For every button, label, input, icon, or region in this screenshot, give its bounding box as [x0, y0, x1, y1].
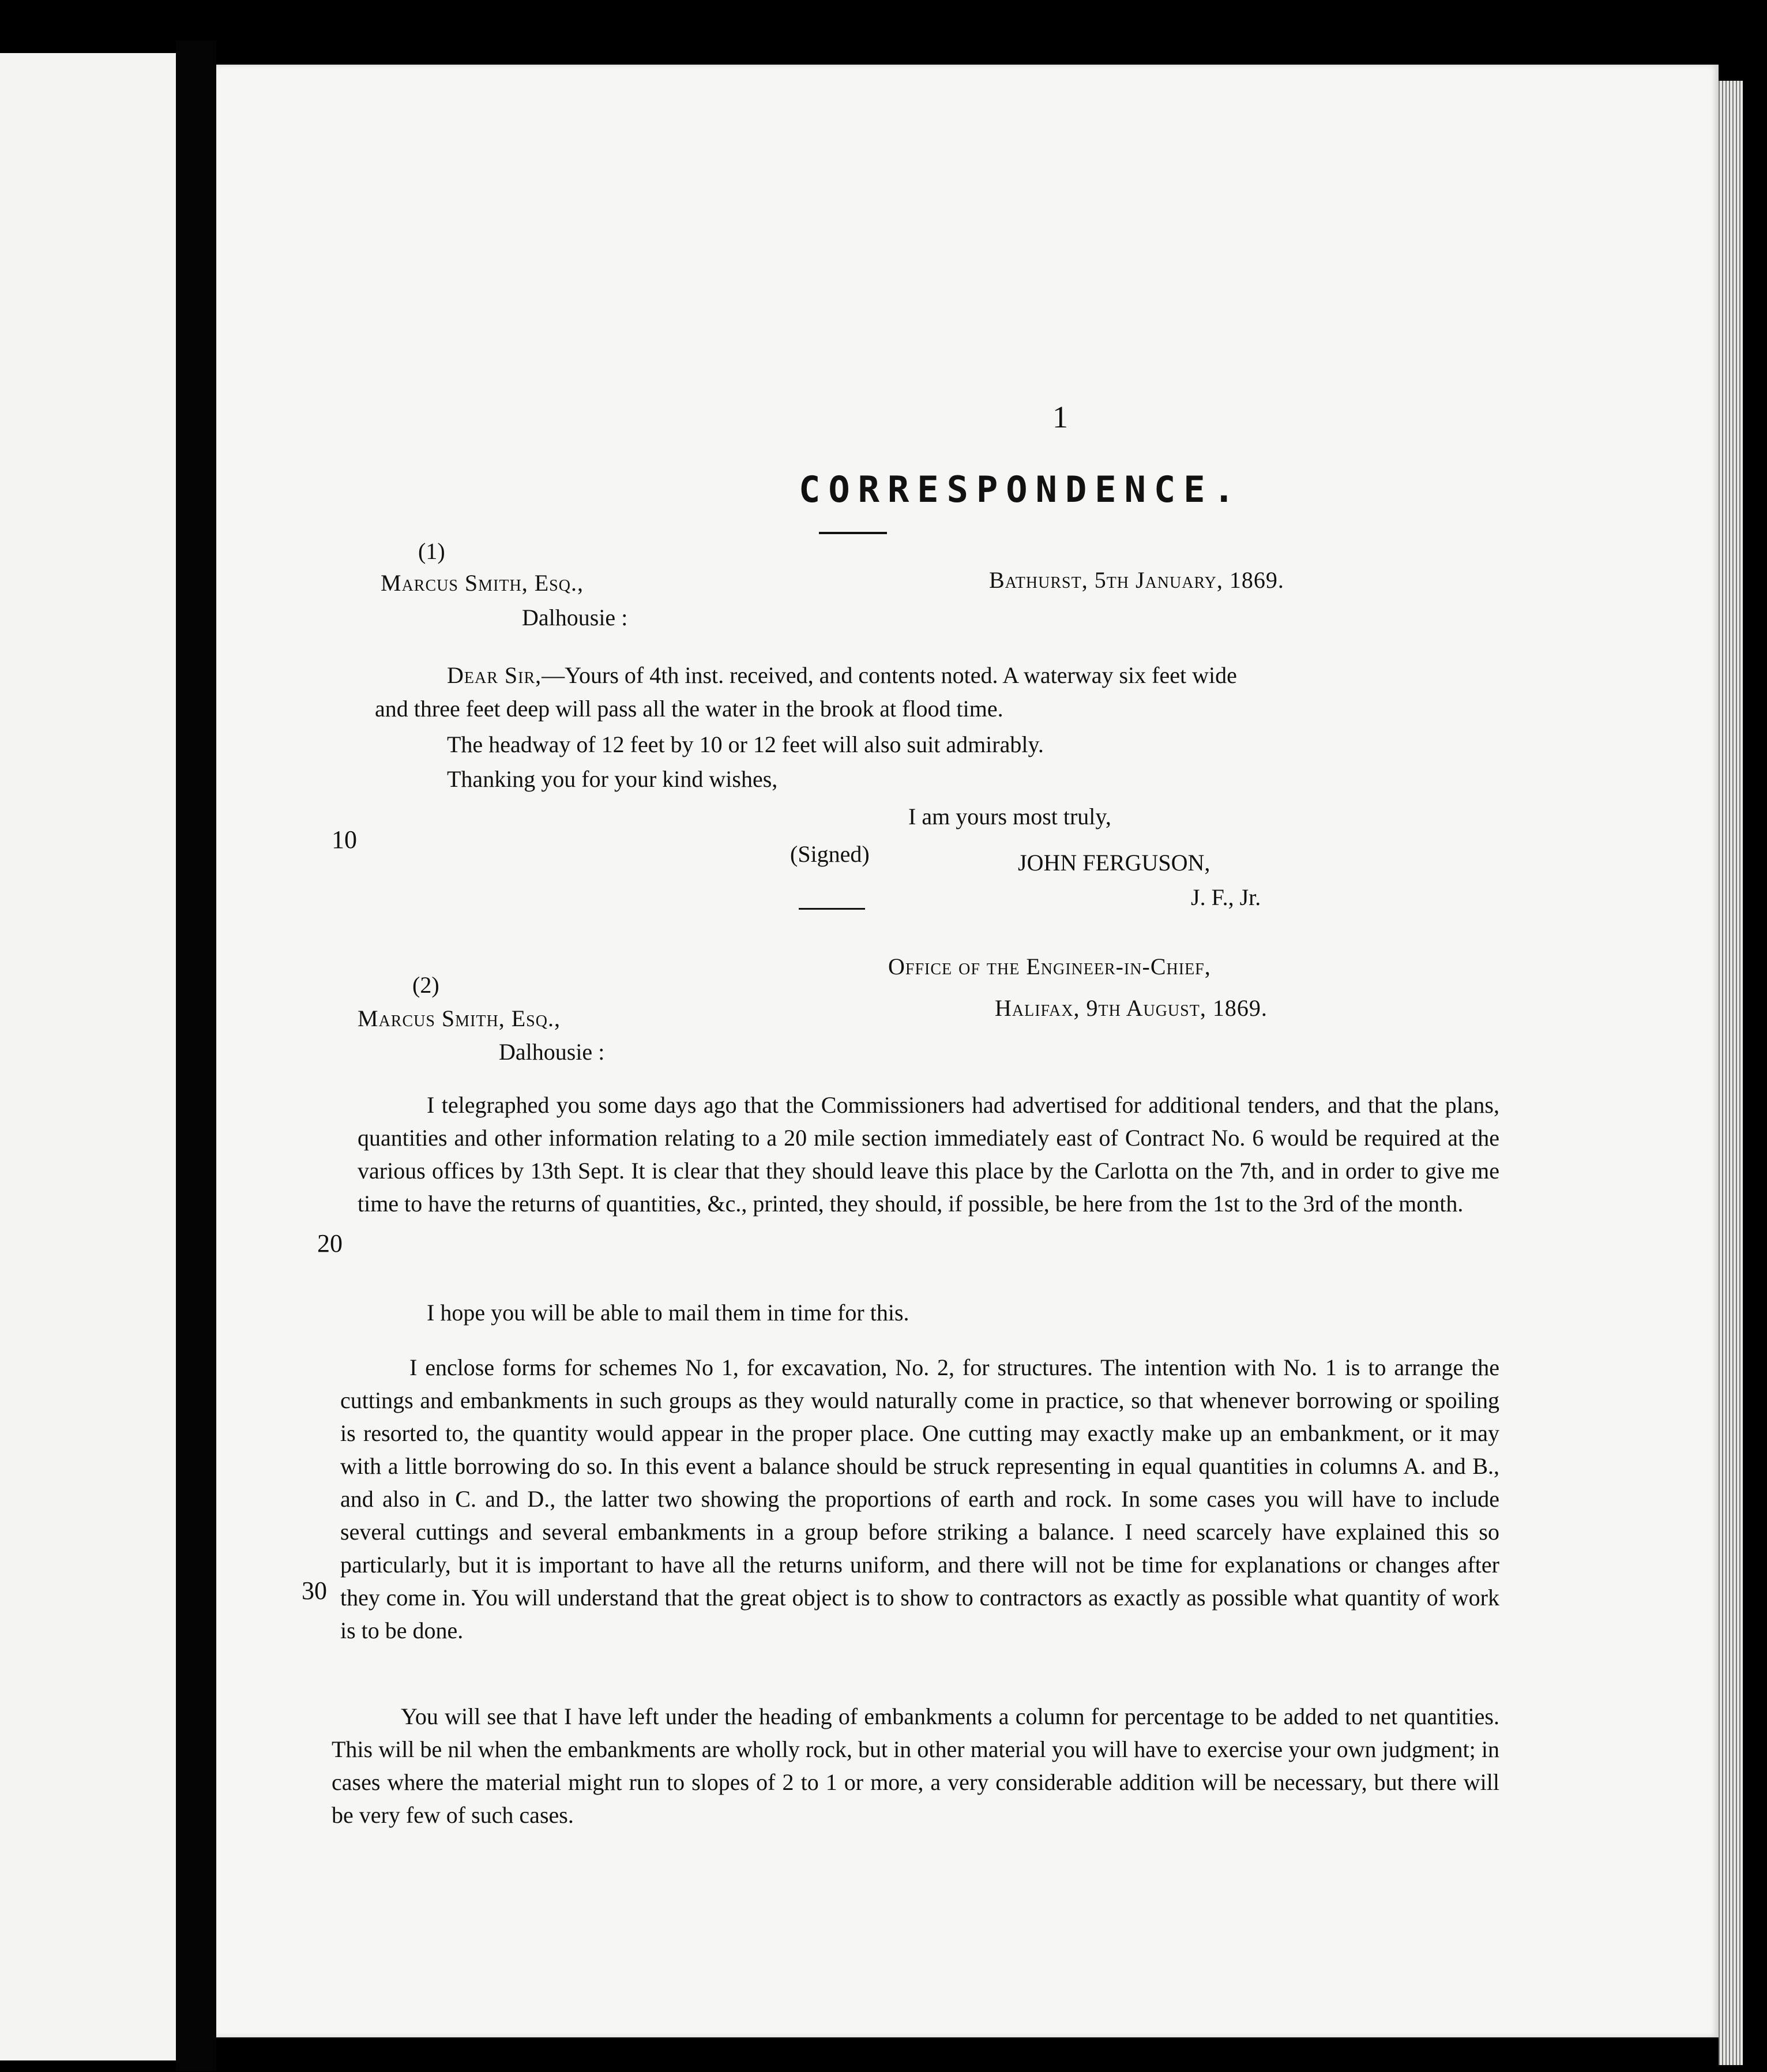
letter-separator-rule: [799, 908, 865, 910]
page-number: 1: [1052, 400, 1068, 434]
letter1-body-line1: [447, 659, 1237, 692]
letter1-signature-name: JOHN FERGUSON,: [1018, 850, 1210, 876]
letter2-paragraph4: You will see that I have left under the heading of embankments a column for percentage to be added to net quantities. This will be nil when the embankments are wholly rock, but in other material you will have to exercise your own judgment; in cases where the material might run to slopes of 2 to 1 or more, a very considerable addition will be necessary, but there will be very few of such cases.: [332, 1703, 1499, 1828]
letter1-addressee-name: Marcus Smith, Esq.,: [381, 570, 584, 596]
letter1-body-line2: and three feet deep will pass all the water in the brook at flood time.: [375, 696, 1003, 722]
margin-line-number-30: 30: [302, 1576, 327, 1605]
letter1-dateline: Bathurst, 5th January, 1869.: [989, 567, 1284, 593]
letter1-salutation: Dear Sir,: [447, 662, 542, 688]
letter2-paragraph1: I telegraphed you some days ago that the Commissioners had advertised for additional tenders, and that the plans, quantities and other information relating to a 20 mile section immediately east of Contract No. 6 would be required at the various offices by 13th Sept. It is clear that they should leave this place by the Carlotta on the 7th, and in order to give me time to have the returns of quantities, &c., printed, they should, if possible, be here from the 1st to the 3rd of the month.: [358, 1092, 1499, 1217]
page-heading: CORRESPONDENCE.: [799, 468, 1243, 511]
previous-page-edge: [0, 53, 177, 2060]
book-gutter: [176, 40, 216, 2071]
page-stack-edge: [1719, 81, 1743, 2065]
margin-line-number-20: 20: [317, 1229, 343, 1258]
letter1-signed: (Signed): [790, 841, 870, 867]
letter2-dateline: Halifax, 9th August, 1869.: [995, 995, 1268, 1021]
letter1-addressee-place: Dalhousie :: [522, 605, 628, 630]
letter2-paragraph3: I enclose forms for schemes No 1, for excavation, No. 2, for structures. The intention with No. 1 is to arrange the cuttings and embankments in such groups as they would naturally come in practice, so that whenever borrowing or spoiling is resorted to, the quantity would appear in the proper place. One cutting may exactly make up an embankment, or it may with a little borrowing do so. In this event a balance should be struck representing in equal quantities in columns A. and B., and also in C. and D., the latter two showing the proportions of earth and rock. In some cases you will have to include several cuttings and several embankments in a group before striking a balance. I need scarcely have explained this so particularly, but it is important to have all the returns uniform, and there will not be time for explanations or changes after they come in. You will understand that the great object is to show to contractors as exactly as possible what quantity of work is to be done.: [340, 1354, 1499, 1643]
letter2-addressee-name: Marcus Smith, Esq.,: [358, 1005, 561, 1031]
letter2-number: (2): [412, 972, 439, 998]
letter2-paragraph2: I hope you will be able to mail them in time for this.: [427, 1300, 909, 1326]
margin-line-number-10: 10: [332, 825, 357, 854]
letter1-number: (1): [418, 538, 445, 564]
letter2-office: Office of the Engineer-in-Chief,: [888, 954, 1211, 979]
heading-rule: [819, 532, 887, 534]
letter1-closing: I am yours most truly,: [908, 804, 1111, 829]
letter2-addressee-place: Dalhousie :: [499, 1039, 605, 1065]
letter1-body-line4: Thanking you for your kind wishes,: [447, 766, 778, 792]
document-page: [216, 65, 1719, 2037]
letter1-body-line3: The headway of 12 feet by 10 or 12 feet will also suit admirably.: [447, 731, 1044, 757]
letter1-signature-initials: J. F., Jr.: [1191, 884, 1261, 910]
letter1-body-line1-text: —Yours of 4th inst. received, and contents noted. A waterway six feet wide: [542, 662, 1237, 688]
